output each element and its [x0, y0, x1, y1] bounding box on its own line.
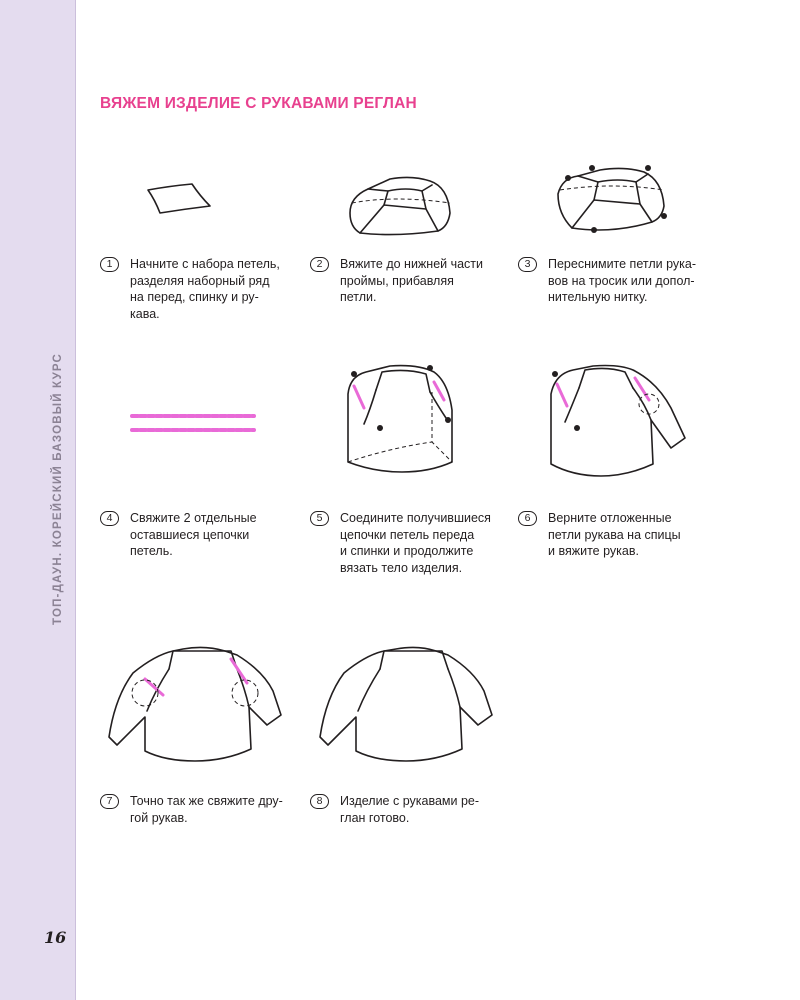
- running-head: ТОП-ДАУН. КОРЕЙСКИЙ БАЗОВЫЙ КУРС: [52, 352, 64, 625]
- step-text: Изделие с рукавами ре- глан готово.: [340, 794, 480, 825]
- step-1: [100, 256, 285, 322]
- step-number: 2: [310, 257, 329, 272]
- figure-6-one-sleeve: [545, 360, 690, 490]
- step-4: [100, 510, 285, 560]
- step-2: [310, 256, 495, 306]
- step-6: [518, 510, 703, 560]
- step-7: [100, 793, 285, 826]
- step-number: 6: [518, 511, 537, 526]
- page-number: 16: [44, 928, 67, 947]
- step-text: Точно так же свяжите дру- гой рукав.: [130, 794, 283, 825]
- section-title: ВЯЖЕМ ИЗДЕЛИЕ С РУКАВАМИ РЕГЛАН: [100, 95, 417, 112]
- step-number: 5: [310, 511, 329, 526]
- sidebar: [0, 0, 76, 1000]
- step-text: Переснимите петли рука- вов на тросик или допол- нительную нитку.: [548, 257, 696, 304]
- figure-1-cast-on: [140, 180, 220, 220]
- figure-7-second-sleeve: [105, 645, 295, 770]
- step-text: Соедините получившиеся цепочки петель переда и спинки и продолжите вязать тело изделия.: [340, 511, 491, 575]
- step-8: [310, 793, 495, 826]
- figure-5-body: [340, 360, 465, 490]
- step-text: Начните с набора петель, разделяя наборный ряд на перед, спинку и ру- кава.: [130, 257, 280, 321]
- step-3: [518, 256, 703, 306]
- figure-4-chains: [130, 408, 260, 438]
- figure-2-yoke: [340, 165, 460, 240]
- step-5: [310, 510, 495, 576]
- step-number: 3: [518, 257, 537, 272]
- step-number: 1: [100, 257, 119, 272]
- step-text: Вяжите до нижней части проймы, прибавляя петли.: [340, 257, 484, 304]
- figure-8-finished: [318, 645, 503, 770]
- step-number: 7: [100, 794, 119, 809]
- step-text: Свяжите 2 отдельные оставшиеся цепочки петель.: [130, 511, 257, 558]
- step-number: 8: [310, 794, 329, 809]
- step-text: Верните отложенные петли рукава на спицы и вяжите рукав.: [548, 511, 681, 558]
- step-number: 4: [100, 511, 119, 526]
- figure-3-yoke-holders: [548, 160, 678, 240]
